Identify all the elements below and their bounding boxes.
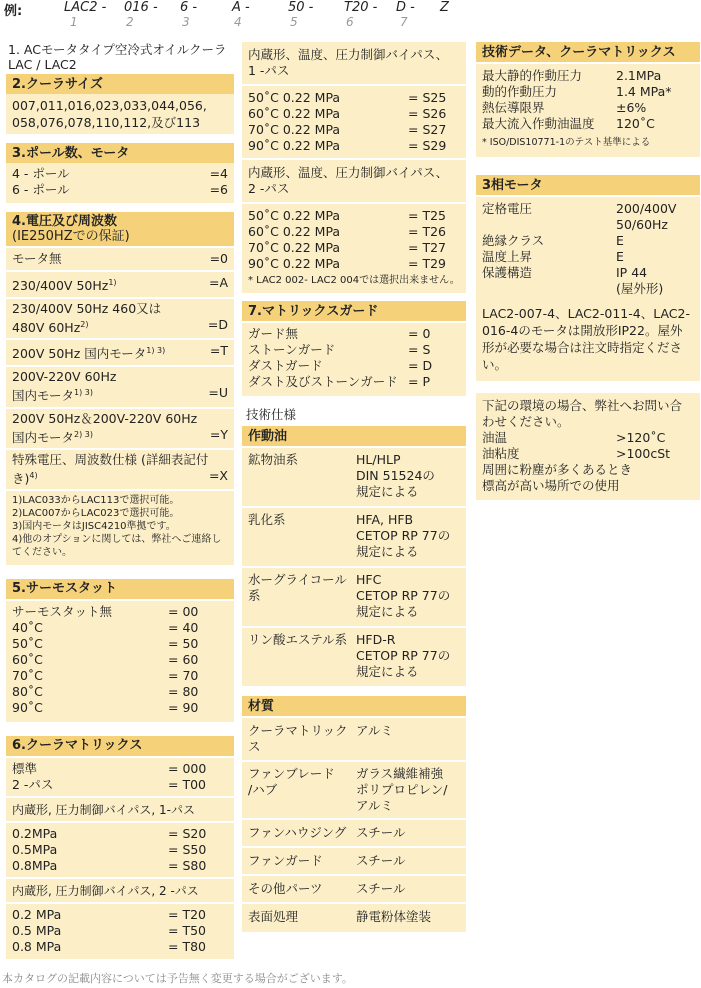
section-technical-data	[476, 42, 700, 157]
section-3phase-motor	[476, 175, 700, 381]
subheader: 内蔵形、温度、圧力制御バイパス、 1 -パス	[248, 47, 449, 78]
data-row: 動的作動圧力 1.4 MPa*	[482, 84, 672, 99]
section-header: 作動油	[242, 426, 466, 446]
env-condition: 標高が高い場所での使用	[482, 478, 620, 493]
data-row: 熱伝導限界 ±6%	[482, 100, 647, 115]
subheader: 内蔵形, 圧力制御バイパス, 2 -パス	[12, 883, 199, 898]
motor-note: LAC2-007-4、LAC2-011-4、LAC2-016-4のモータは開放形IP22。屋外形が必要な場合は注文時指定ください。	[482, 306, 690, 372]
footnote: * LAC2 002- LAC2 004では選択出来ません。	[248, 275, 460, 286]
code-part: A -	[232, 0, 250, 15]
option-row: 2 -パス = T00	[12, 776, 206, 792]
option-row: 50˚C = 50	[12, 635, 199, 651]
option-row: 70˚C 0.22 MPa = S27	[248, 122, 447, 137]
option-row: 40˚C = 40	[12, 619, 199, 635]
data-row: 絶縁クラス E	[482, 233, 624, 248]
footnote: * ISO/DIS10771-1のテスト基準による	[482, 137, 651, 148]
option-row: 70˚C 0.22 MPa = T27	[248, 240, 446, 255]
option-row: 200V 50Hz 国内モータ$^{1) 3)}$ =T	[12, 343, 228, 362]
example-order-code	[4, 0, 464, 32]
code-index: 7	[400, 15, 408, 29]
code-part: D -	[396, 0, 415, 15]
option-row: 230/400V 50Hz$^{1)}$ =A	[12, 275, 228, 294]
column-2	[242, 42, 466, 932]
section-hydraulic-fluid	[242, 426, 466, 686]
footnotes: 1)LAC033からLAC113で選択可能。 2)LAC007からLAC023で選択可能。 3)国内モータはJISC4210準拠です。 4)他のオプションに関しては、弊社へご連絡し てください。	[12, 494, 222, 558]
section-header: 4.電圧及び周波数 (IE250HZでの保証)	[6, 212, 234, 246]
section-thermostat	[6, 579, 234, 722]
size-list: 058,076,078,110,112,及び113	[12, 115, 201, 130]
option-row: ガード無 = 0	[248, 326, 431, 341]
section-environment	[476, 393, 700, 500]
footer-disclaimer: 本カタログの記載内容については予告無く変更する場合がございます。	[2, 972, 353, 985]
option-row: 0.8MPa = S80	[12, 857, 207, 873]
option-row: 0.2 MPa = T20	[12, 906, 206, 922]
option-row: ダスト及びストーンガード = P	[248, 374, 430, 389]
code-part: 016 -	[124, 0, 158, 15]
code-index: 1	[70, 15, 78, 29]
option-row: 特殊電圧、周波数仕様 (詳細表記付 き)$^{4)}$ =X	[12, 451, 228, 486]
section-header: 5.サーモスタット	[6, 579, 234, 599]
option-row: 90˚C = 90	[12, 699, 199, 715]
fluid-row: 水ーグライコール 系 HFC CETOP RP 77の 規定による	[248, 572, 451, 619]
section-matrix-continued	[242, 42, 466, 293]
section-header: 6.クーラマトリックス	[6, 736, 234, 756]
section-matrix-guard	[242, 301, 466, 396]
option-row: 90˚C 0.22 MPa = T29	[248, 256, 446, 271]
data-row: 油粘度 >100cSt	[482, 446, 671, 461]
fluid-row: 鉱物油系 HL/HLP DIN 51524の 規定による	[248, 452, 435, 499]
data-row: 油温 >120˚C	[482, 430, 666, 445]
option-row: 0.5MPa = S50	[12, 841, 207, 857]
material-row: ファンガード スチール	[248, 853, 406, 868]
option-row: 50˚C 0.22 MPa = T25	[248, 208, 446, 223]
column-3	[476, 42, 700, 500]
material-row: ファンブレード /ハブ ガラス繊維補強 ポリプロピレン/ アルミ	[248, 766, 448, 813]
section-voltage	[6, 212, 234, 565]
code-index: 2	[126, 15, 134, 29]
code-part: 6 -	[180, 0, 198, 15]
option-row: 6 - ポール =6	[12, 182, 228, 197]
section-header: 2.クーラサイズ	[6, 74, 234, 94]
option-row: 230/400V 50Hz 460又は 480V 60Hz$^{2)}$ =D	[12, 301, 228, 336]
material-row: 表面処理 静電粉体塗装	[248, 909, 432, 924]
option-row: 60˚C 0.22 MPa = S26	[248, 106, 447, 121]
data-row: 保護構造 IP 44 (屋外形)	[482, 265, 664, 296]
option-row: 0.8 MPa = T80	[12, 938, 206, 954]
code-part: LAC2 -	[64, 0, 107, 15]
code-index: 3	[182, 15, 190, 29]
option-row: 標準 = 000	[12, 760, 207, 776]
code-part: Z	[440, 0, 449, 15]
fluid-row: リン酸エステル系 HFD-R CETOP RP 77の 規定による	[248, 632, 451, 679]
fluid-row: 乳化系 HFA, HFB CETOP RP 77の 規定による	[248, 512, 451, 559]
option-row: モータ無 =0	[12, 251, 228, 266]
option-row: 200V 50Hz＆200V-220V 60Hz 国内モータ$^{2) 3)}$ =Y	[12, 410, 228, 445]
option-row: サーモスタット無 = 00	[12, 603, 199, 619]
section-materials	[242, 696, 466, 932]
data-row: 温度上昇 E	[482, 249, 624, 264]
option-row: 60˚C = 60	[12, 651, 199, 667]
section-header: 3.ポール数、モータ	[6, 143, 234, 163]
size-list: 007,011,016,023,033,044,056,	[12, 98, 207, 113]
column-1	[6, 42, 234, 959]
section-header: 7.マトリックスガード	[242, 301, 466, 321]
section-poles	[6, 143, 234, 203]
option-row: 0.2MPa = S20	[12, 825, 207, 841]
option-row: 200V-220V 60Hz 国内モータ$^{1) 3)}$ =U	[12, 369, 228, 404]
section-cooler-matrix	[6, 736, 234, 959]
tech-spec-label: 技術仕様	[246, 407, 297, 422]
data-row: 最大流入作動油温度 120˚C	[482, 116, 655, 131]
option-row: 0.5 MPa = T50	[12, 922, 206, 938]
option-row: 80˚C = 80	[12, 683, 199, 699]
data-row: 最大静的作動圧力 2.1MPa	[482, 68, 662, 83]
option-row: ダストガード = D	[248, 358, 433, 373]
code-part: 50 -	[288, 0, 314, 15]
option-row: 4 - ポール =4	[12, 166, 228, 181]
section-1	[6, 42, 234, 74]
code-index: 4	[234, 15, 242, 29]
option-row: 70˚C = 70	[12, 667, 199, 683]
material-row: クーラマトリックス アルミ	[248, 723, 394, 754]
section-header: 技術データ、クーラマトリックス	[476, 42, 700, 62]
section-1-title: 1. ACモータタイプ空冷式オイルクーラ	[8, 42, 227, 57]
code-part: T20 -	[344, 0, 378, 15]
material-row: その他パーツ スチール	[248, 881, 406, 896]
section-header: 材質	[242, 696, 466, 716]
env-intro: 下記の環境の場合、弊社へお問い合わせください。	[482, 398, 683, 429]
code-index: 5	[290, 15, 298, 29]
section-cooler-size	[6, 74, 234, 134]
env-condition: 周囲に粉塵が多くあるとき	[482, 462, 633, 477]
option-row: 90˚C 0.22 MPa = S29	[248, 138, 447, 153]
subheader: 内蔵形、温度、圧力制御バイパス、 2 -パス	[248, 165, 449, 196]
data-row: 定格電圧 200/400V 50/60Hz	[482, 201, 677, 232]
material-row: ファンハウジング スチール	[248, 825, 406, 840]
example-label: 例:	[4, 4, 23, 19]
section-header: 3相モータ	[476, 175, 700, 195]
option-row: ストーンガード = S	[248, 342, 431, 357]
option-row: 50˚C 0.22 MPa = S25	[248, 90, 447, 105]
code-index: 6	[346, 15, 354, 29]
option-row: 60˚C 0.22 MPa = T26	[248, 224, 446, 239]
section-1-subtitle: LAC / LAC2	[8, 57, 77, 72]
subheader: 内蔵形, 圧力制御バイパス, 1-パス	[12, 802, 195, 817]
